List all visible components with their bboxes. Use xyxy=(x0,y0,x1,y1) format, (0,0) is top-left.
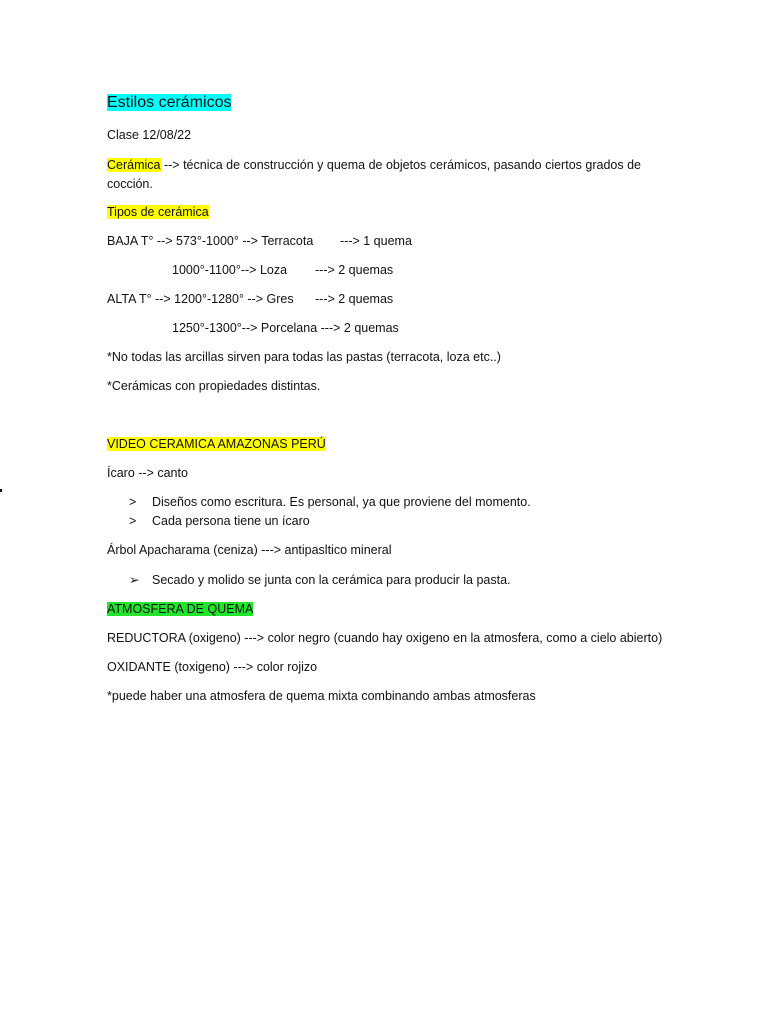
oxidante-line: OXIDANTE (toxigeno) ---> color rojizo xyxy=(107,660,318,674)
note-arcillas: *No todas las arcillas sirven para todas las pastas (terracota, loza etc..) xyxy=(107,350,501,364)
baja-row-2-a: 1000°-1100°--> Loza xyxy=(172,263,288,277)
bullet-1-text: Diseños como escritura. Es personal, ya que proviene del momento. xyxy=(152,495,531,509)
bullet-2-text: Cada persona tiene un ícaro xyxy=(152,514,310,528)
arbol-line: Árbol Apacharama (ceniza) ---> antipasltico mineral xyxy=(107,543,392,557)
baja-row-2 xyxy=(172,262,393,278)
alta-row-2: 1250°-1300°--> Porcelana ---> 2 quemas xyxy=(172,321,399,335)
reductora-line: REDUCTORA (oxigeno) ---> color negro (cuando hay oxigeno en la atmosfera, como a cielo abierto) xyxy=(107,631,663,645)
alta-row-1-a: ALTA T° --> 1200°-1280° --> Gres xyxy=(107,292,294,306)
atmosfera-heading-text: ATMOSFERA DE QUEMA xyxy=(107,602,254,616)
doc-title-text: Estilos cerámicos xyxy=(107,94,232,111)
alta-row-1 xyxy=(107,291,393,307)
tipos-heading xyxy=(107,204,209,220)
list-item xyxy=(129,513,310,529)
list-item xyxy=(129,494,531,510)
baja-row-1-b: ---> 1 quema xyxy=(340,234,412,248)
tipos-heading-text: Tipos de cerámica xyxy=(107,205,209,219)
baja-row-2-b: ---> 2 quemas xyxy=(315,263,394,277)
list-item xyxy=(129,572,511,588)
note-propiedades: *Cerámicas con propiedades distintas. xyxy=(107,379,321,393)
ceramica-def-text: --> técnica de construcción y quema de objetos cerámicos, pasando ciertos grados de cocción. xyxy=(107,158,641,191)
class-date: Clase 12/08/22 xyxy=(107,128,192,142)
ceramica-definition xyxy=(107,156,667,194)
margin-mark xyxy=(0,489,2,492)
alta-row-1-b: ---> 2 quemas xyxy=(315,292,394,306)
bullet-icon: > xyxy=(129,495,137,509)
atmosfera-heading xyxy=(107,601,253,617)
baja-row-1 xyxy=(107,233,412,249)
arrow-bullet-text: Secado y molido se junta con la cerámica para producir la pasta. xyxy=(152,573,511,587)
ceramica-term: Cerámica xyxy=(107,158,161,172)
arrow-bullet-icon: ➢ xyxy=(129,573,140,587)
video-heading xyxy=(107,436,326,452)
baja-row-1-a: BAJA T° --> 573°-1000° --> Terracota xyxy=(107,234,314,248)
icaro-line: Ícaro --> canto xyxy=(107,466,188,480)
video-heading-text: VIDEO CERAMICA AMAZONAS PERÚ xyxy=(107,437,326,451)
bullet-icon: > xyxy=(129,514,137,528)
mixta-line: *puede haber una atmosfera de quema mixta combinando ambas atmosferas xyxy=(107,689,536,703)
doc-title xyxy=(107,93,231,113)
